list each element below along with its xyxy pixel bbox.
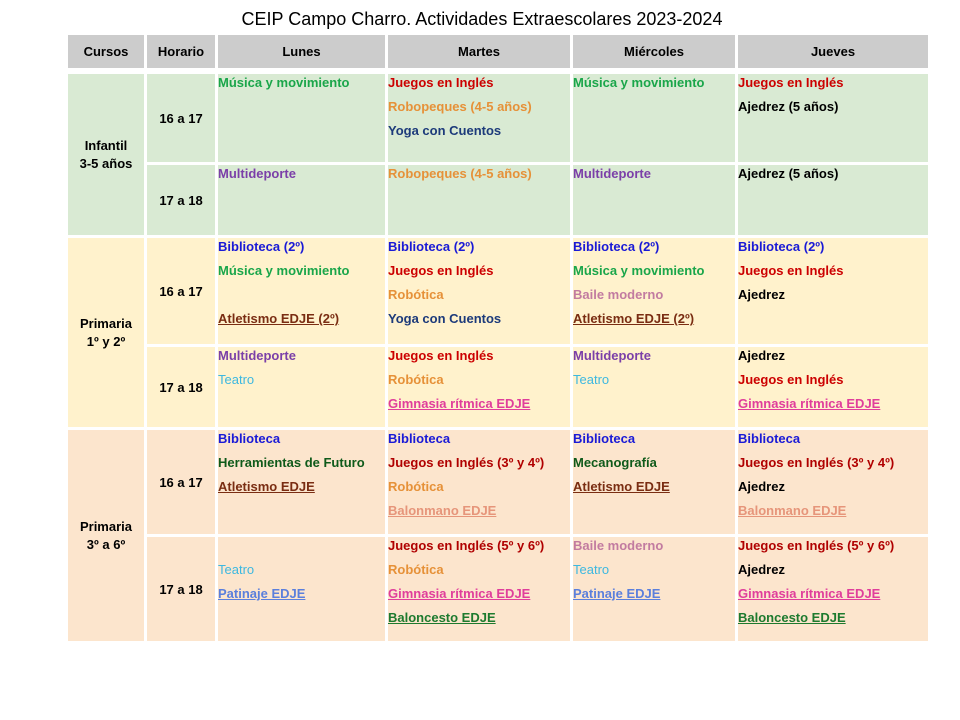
activity-item: Juegos en Inglés (5º y 6º) — [738, 538, 895, 553]
activity-cell-martes — [388, 537, 570, 641]
activity-item: Ajedrez — [738, 562, 785, 577]
activity-item: Ajedrez (5 años) — [738, 166, 839, 181]
activity-cell-miercoles — [573, 74, 735, 162]
curso-cell — [68, 74, 144, 235]
activity-item: Biblioteca (2º) — [388, 239, 475, 254]
activity-cell-lunes — [218, 238, 385, 344]
schedule-row — [68, 537, 928, 641]
activity-item: Juegos en Inglés — [388, 348, 494, 363]
horario-cell: 16 a 17 — [147, 74, 215, 162]
activity-item: Multideporte — [218, 166, 296, 181]
activity-cell-miercoles — [573, 347, 735, 427]
activity-cell-jueves — [738, 74, 928, 162]
header-cursos: Cursos — [68, 35, 144, 68]
activity-link[interactable]: Baloncesto EDJE — [738, 610, 846, 625]
activity-item: Multideporte — [218, 348, 296, 363]
activity-item: Robótica — [388, 479, 444, 494]
activity-item: Robótica — [388, 287, 444, 302]
activity-cell-jueves — [738, 238, 928, 344]
schedule-body — [68, 74, 928, 641]
schedule-row — [68, 430, 928, 534]
activity-link[interactable]: Gimnasia rítmica EDJE — [388, 396, 531, 411]
header-row — [68, 35, 928, 68]
activity-cell-lunes — [218, 430, 385, 534]
curso-cell — [68, 430, 144, 641]
activity-item: Multideporte — [573, 166, 651, 181]
curso-label: Infantil — [84, 137, 128, 153]
activity-item: Juegos en Inglés (3º y 4º) — [738, 455, 895, 470]
activity-item: Baile moderno — [573, 538, 664, 553]
schedule-row — [68, 347, 928, 427]
activity-item: Robopeques (4-5 años) — [388, 99, 532, 114]
activity-item: Música y movimiento — [573, 263, 705, 278]
activity-item: Biblioteca (2º) — [738, 239, 825, 254]
activity-cell-lunes — [218, 537, 385, 641]
activity-cell-martes — [388, 347, 570, 427]
activity-item: Yoga con Cuentos — [388, 123, 502, 138]
curso-label: Primaria — [79, 315, 133, 331]
activity-link[interactable]: Atletismo EDJE — [573, 479, 670, 494]
header-miercoles: Miércoles — [573, 35, 735, 68]
schedule-table — [65, 32, 931, 644]
activity-cell-jueves — [738, 430, 928, 534]
activity-item: Yoga con Cuentos — [388, 311, 502, 326]
header-horario: Horario — [147, 35, 215, 68]
activity-item: Juegos en Inglés — [738, 372, 844, 387]
activity-cell-lunes — [218, 347, 385, 427]
activity-link[interactable]: Baloncesto EDJE — [388, 610, 496, 625]
activity-item: Juegos en Inglés — [738, 75, 844, 90]
activity-cell-miercoles — [573, 165, 735, 235]
activity-link[interactable]: Gimnasia rítmica EDJE — [738, 396, 881, 411]
curso-label: Primaria — [79, 518, 133, 534]
activity-cell-miercoles — [573, 238, 735, 344]
activity-item — [218, 286, 385, 310]
activity-item: Biblioteca — [573, 431, 636, 446]
activity-cell-jueves — [738, 165, 928, 235]
activity-link[interactable]: Atletismo EDJE (2º) — [218, 311, 340, 326]
activity-item: Juegos en Inglés — [388, 75, 494, 90]
activity-item: Teatro — [218, 562, 255, 577]
activity-cell-martes — [388, 74, 570, 162]
activity-item: Baile moderno — [573, 287, 664, 302]
activity-item: Juegos en Inglés — [388, 263, 494, 278]
activity-item — [218, 537, 385, 561]
horario-cell: 16 a 17 — [147, 430, 215, 534]
activity-item: Música y movimiento — [218, 75, 350, 90]
activity-link[interactable]: Patinaje EDJE — [573, 586, 661, 601]
curso-cell — [68, 238, 144, 427]
activity-item: Teatro — [573, 562, 610, 577]
activity-item: Juegos en Inglés (3º y 4º) — [388, 455, 545, 470]
schedule-row — [68, 165, 928, 235]
activity-cell-martes — [388, 430, 570, 534]
activity-item: Ajedrez (5 años) — [738, 99, 839, 114]
horario-cell: 17 a 18 — [147, 165, 215, 235]
horario-cell: 17 a 18 — [147, 347, 215, 427]
activity-link[interactable]: Gimnasia rítmica EDJE — [738, 586, 881, 601]
activity-item: Robótica — [388, 562, 444, 577]
activity-cell-lunes — [218, 74, 385, 162]
activity-item: Robótica — [388, 372, 444, 387]
activity-link[interactable]: Gimnasia rítmica EDJE — [388, 586, 531, 601]
document-title: CEIP Campo Charro. Actividades Extraescolares 2023-2024 — [241, 9, 723, 29]
activity-cell-martes — [388, 165, 570, 235]
activity-cell-miercoles — [573, 537, 735, 641]
activity-item: Ajedrez — [738, 287, 785, 302]
activity-item: Robopeques (4-5 años) — [388, 166, 532, 181]
activity-link[interactable]: Balonmano EDJE — [388, 503, 497, 518]
header-jueves: Jueves — [738, 35, 928, 68]
activity-item: Biblioteca (2º) — [218, 239, 305, 254]
horario-cell: 16 a 17 — [147, 238, 215, 344]
activity-item: Juegos en Inglés (5º y 6º) — [388, 538, 545, 553]
activity-link[interactable]: Atletismo EDJE (2º) — [573, 311, 695, 326]
activity-cell-martes — [388, 238, 570, 344]
header-lunes: Lunes — [218, 35, 385, 68]
schedule-row — [68, 74, 928, 162]
activity-link[interactable]: Atletismo EDJE — [218, 479, 315, 494]
schedule-row — [68, 238, 928, 344]
activity-item: Música y movimiento — [573, 75, 705, 90]
activity-item: Teatro — [218, 372, 255, 387]
header-martes: Martes — [388, 35, 570, 68]
activity-item: Biblioteca — [738, 431, 801, 446]
activity-item: Multideporte — [573, 348, 651, 363]
activity-cell-jueves — [738, 537, 928, 641]
activity-item: Música y movimiento — [218, 263, 350, 278]
activity-item: Teatro — [573, 372, 610, 387]
curso-sublabel: 3-5 años — [79, 155, 133, 171]
activity-link[interactable]: Patinaje EDJE — [218, 586, 306, 601]
activity-item: Herramientas de Futuro — [218, 455, 365, 470]
activity-item: Biblioteca — [218, 431, 281, 446]
curso-sublabel: 3º a 6º — [86, 536, 126, 552]
horario-cell: 17 a 18 — [147, 537, 215, 641]
activity-item: Ajedrez — [738, 479, 785, 494]
activity-cell-jueves — [738, 347, 928, 427]
activity-item: Ajedrez — [738, 348, 785, 363]
activity-cell-miercoles — [573, 430, 735, 534]
activity-item: Biblioteca — [388, 431, 451, 446]
curso-sublabel: 1º y 2º — [86, 333, 126, 349]
activity-item: Juegos en Inglés — [738, 263, 844, 278]
activity-cell-lunes — [218, 165, 385, 235]
activity-link[interactable]: Balonmano EDJE — [738, 503, 847, 518]
activity-item: Biblioteca (2º) — [573, 239, 660, 254]
activity-item: Mecanografía — [573, 455, 657, 470]
